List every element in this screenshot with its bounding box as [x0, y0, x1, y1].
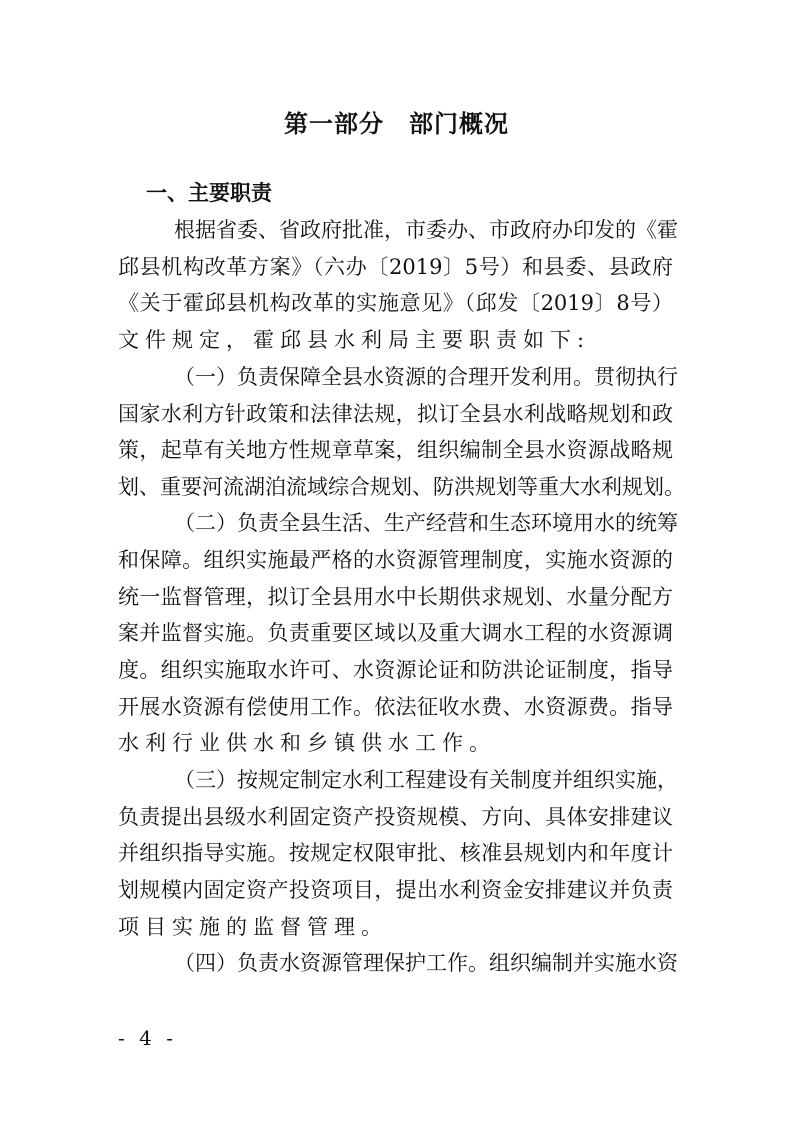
page-number: - 4 -: [118, 1026, 177, 1050]
page-title: 第一部分 部门概况: [284, 110, 509, 138]
text-line: 邱县机构改革方案》（六办〔2019〕5号）和县委、县政府: [118, 255, 673, 279]
text-line: 划、重要河流湖泊流域综合规划、防洪规划等重大水利规划。: [118, 475, 685, 499]
text-line: （四）负责水资源管理保护工作。组织编制并实施水资: [174, 951, 678, 975]
text-line: 并组织指导实施。按规定权限审批、核准县规划内和年度计: [118, 841, 673, 865]
text-line: 项目实施的监督管理。: [118, 915, 388, 939]
text-line: 开展水资源有偿使用工作。依法征收水费、水资源费。指导: [118, 695, 673, 719]
text-line: 《关于霍邱县机构改革的实施意见》（邱发〔2019〕8号）: [118, 291, 673, 315]
text-line: 国家水利方针政策和法律法规，拟订全县水利战略规划和政: [118, 402, 673, 426]
text-line: 案并监督实施。负责重要区域以及重大调水工程的水资源调: [118, 621, 673, 645]
text-line: （三）按规定制定水利工程建设有关制度并组织实施，: [174, 768, 678, 792]
text-line: 负责提出县级水利固定资产投资规模、方向、具体安排建议: [118, 805, 673, 829]
text-line: 文件规定，霍邱县水利局主要职责如下:: [118, 328, 591, 352]
text-line: （一）负责保障全县水资源的合理开发利用。贯彻执行: [174, 365, 678, 389]
text-line: 统一监督管理，拟订全县用水中长期供求规划、水量分配方: [118, 585, 673, 609]
text-line: 划规模内固定资产投资项目，提出水利资金安排建议并负责: [118, 878, 673, 902]
text-line: 策，起草有关地方性规章草案，组织编制全县水资源战略规: [118, 438, 673, 462]
section-heading: 一、主要职责: [146, 181, 272, 205]
text-line: （二）负责全县生活、生产经营和生态环境用水的统筹: [174, 511, 678, 535]
text-line: 和保障。组织实施最严格的水资源管理制度，实施水资源的: [118, 548, 673, 572]
text-line: 度。组织实施取水许可、水资源论证和防洪论证制度，指导: [118, 658, 673, 682]
text-line: 水利行业供水和乡镇供水工作。: [118, 731, 496, 755]
text-line: 根据省委、省政府批准，市委办、市政府办印发的《霍: [174, 218, 678, 242]
